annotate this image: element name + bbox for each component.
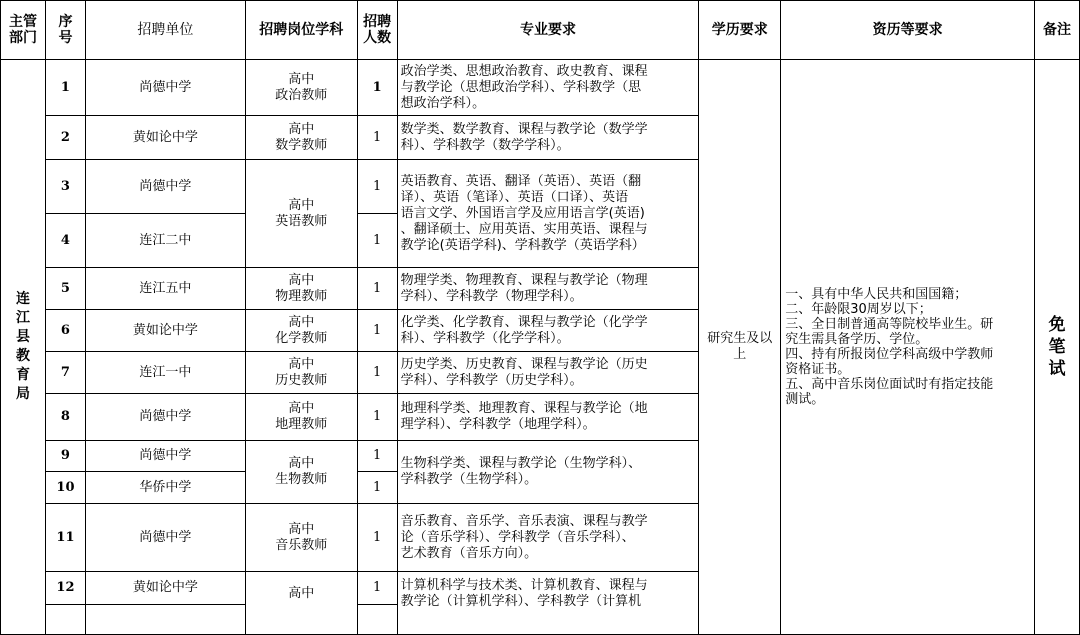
major-cell: 英语教育、英语、翻译（英语）、英语（翻 译）、英语（笔译）、英语（口译）、英语 语言文学、外国语言学及应用语言学(英语) 、翻译硕士、应用英语、实用英语、课程与 教学论(英语学科)、学科教学（英语学科） (397, 160, 699, 268)
seq-cell: 3 (45, 160, 85, 214)
major-cell: 计算机科学与技术类、计算机教育、课程与 教学论（计算机学科）、学科教学（计算机 (397, 572, 699, 635)
count-cell: 1 (357, 214, 397, 268)
seq-cell: 2 (45, 116, 85, 160)
seq-cell: 9 (45, 441, 85, 472)
header-unit: 招聘单位 (85, 1, 245, 60)
count-cell (357, 605, 397, 635)
count-cell: 1 (357, 116, 397, 160)
unit-cell: 尚德中学 (85, 394, 245, 441)
seq-cell (45, 605, 85, 635)
seq-cell: 1 (45, 60, 85, 116)
count-cell: 1 (357, 268, 397, 310)
unit-cell: 黄如论中学 (85, 572, 245, 605)
unit-cell: 尚德中学 (85, 441, 245, 472)
seq-cell: 6 (45, 310, 85, 352)
post-cell: 高中 音乐教师 (245, 504, 357, 572)
major-cell: 地理科学类、地理教育、课程与教学论（地 理学科）、学科教学（地理学科）。 (397, 394, 699, 441)
unit-cell: 黄如论中学 (85, 116, 245, 160)
unit-cell: 尚德中学 (85, 504, 245, 572)
count-cell: 1 (357, 504, 397, 572)
header-edu: 学历要求 (699, 1, 781, 60)
header-seq: 序 号 (45, 1, 85, 60)
major-cell: 音乐教育、音乐学、音乐表演、课程与教学 论（音乐学科）、学科教学（音乐学科）、 艺术教育（音乐方向）。 (397, 504, 699, 572)
post-cell: 高中 (245, 572, 357, 635)
post-cell: 高中 政治教师 (245, 60, 357, 116)
post-cell: 高中 地理教师 (245, 394, 357, 441)
post-cell: 高中 化学教师 (245, 310, 357, 352)
count-cell: 1 (357, 310, 397, 352)
count-cell: 1 (357, 352, 397, 394)
post-cell: 高中 物理教师 (245, 268, 357, 310)
unit-cell (85, 605, 245, 635)
major-cell: 历史学类、历史教育、课程与教学论（历史 学科）、学科教学（历史学科）。 (397, 352, 699, 394)
header-dept: 主管 部门 (1, 1, 46, 60)
count-cell: 1 (357, 60, 397, 116)
unit-cell: 黄如论中学 (85, 310, 245, 352)
unit-cell: 连江二中 (85, 214, 245, 268)
seq-cell: 8 (45, 394, 85, 441)
unit-cell: 华侨中学 (85, 472, 245, 504)
header-major: 专业要求 (397, 1, 699, 60)
count-cell: 1 (357, 441, 397, 472)
dept-cell: 连 江 县 教 育 局 (1, 60, 46, 635)
major-cell: 物理学类、物理教育、课程与教学论（物理 学科）、学科教学（物理学科）。 (397, 268, 699, 310)
unit-cell: 连江一中 (85, 352, 245, 394)
table-row (1, 60, 1080, 116)
header-remark: 备注 (1034, 1, 1079, 60)
major-cell: 数学类、数学教育、课程与教学论（数学学 科）、学科教学（数学学科）。 (397, 116, 699, 160)
post-cell: 高中 生物教师 (245, 441, 357, 504)
seq-cell: 12 (45, 572, 85, 605)
major-cell: 化学类、化学教育、课程与教学论（化学学 科）、学科教学（化学学科）。 (397, 310, 699, 352)
header-post: 招聘岗位学科 (245, 1, 357, 60)
remark-cell: 免 笔 试 (1034, 60, 1079, 635)
count-cell: 1 (357, 160, 397, 214)
count-cell: 1 (357, 394, 397, 441)
unit-cell: 尚德中学 (85, 160, 245, 214)
seq-cell: 5 (45, 268, 85, 310)
unit-cell: 尚德中学 (85, 60, 245, 116)
post-cell: 高中 英语教师 (245, 160, 357, 268)
header-row (1, 1, 1080, 60)
count-cell: 1 (357, 472, 397, 504)
unit-cell: 连江五中 (85, 268, 245, 310)
seq-cell: 7 (45, 352, 85, 394)
education-cell: 研究生及以 上 (699, 60, 781, 635)
count-cell: 1 (357, 572, 397, 605)
header-qual: 资历等要求 (781, 1, 1035, 60)
major-cell: 政治学类、思想政治教育、政史教育、课程 与教学论（思想政治学科）、学科教学（思 想政治学科）。 (397, 60, 699, 116)
header-count: 招聘 人数 (357, 1, 397, 60)
qualification-cell: 一、具有中华人民共和国国籍； 二、年龄限30周岁以下； 三、全日制普通高等院校毕业生。研 究生需具备学历、学位。 四、持有所报岗位学科高级中学教师 资格证书。 五、高中音乐岗位面试时有指定技能 测试。 (781, 60, 1035, 635)
seq-cell: 10 (45, 472, 85, 504)
major-cell: 生物科学类、课程与教学论（生物学科）、 学科教学（生物学科）。 (397, 441, 699, 504)
seq-cell: 4 (45, 214, 85, 268)
post-cell: 高中 数学教师 (245, 116, 357, 160)
post-cell: 高中 历史教师 (245, 352, 357, 394)
seq-cell: 11 (45, 504, 85, 572)
